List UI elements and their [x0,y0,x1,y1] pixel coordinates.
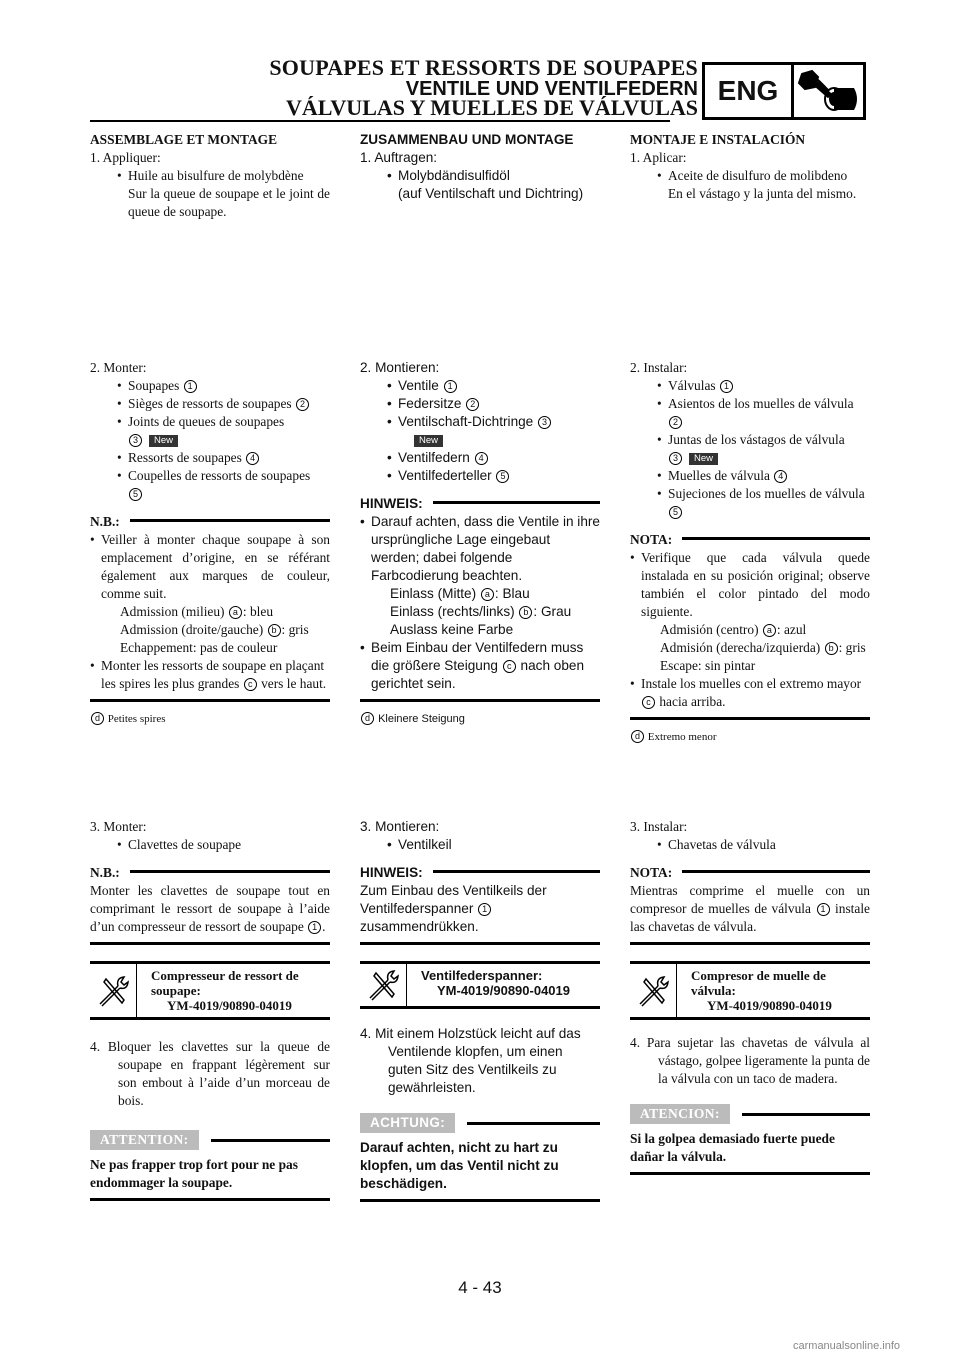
page-title-de: VENTILE UND VENTILFEDERN [405,78,698,100]
note-item: • Monter les ressorts de soupape en plaçant les spires les plus grandes c vers le haut. [90,657,330,693]
note-end-rule [630,717,870,720]
page-title-es: VÁLVULAS Y MUELLES DE VÁLVULAS [285,95,698,120]
list-item: • Válvulas 1 [630,377,870,395]
column-french-keepers [90,818,330,1201]
list-item: • Ventilkeil [360,836,600,854]
language-label: ENG [705,65,794,117]
special-tool-box [360,961,600,1009]
tool-number: YM-4019/90890-04019 [707,998,832,1013]
column-spanish-install [630,359,870,746]
list-item: • Ventilfederteller 5 [360,467,600,485]
special-tool-box [90,961,330,1020]
list-item: • Ressorts de soupapes 4 [90,449,330,467]
list-item-detail: (auf Ventilschaft und Dichtring) [398,186,584,201]
page-title-fr: SOUPAPES ET RESSORTS DE SOUPAPES [269,55,698,80]
list-item: • Chavetas de válvula [630,836,870,854]
figure-legend: d Petites spires [90,710,330,728]
column-german-keepers [360,818,600,1202]
note-end-rule [90,699,330,702]
color-code: Auslass keine Farbe [390,622,514,637]
wrench-icon [360,964,407,1006]
color-code: Einlass (Mitte) a : Blau [390,586,530,601]
note-header: N.B.: [90,513,330,531]
step-3: 3. Montieren: [360,819,440,834]
wrench-icon [630,964,677,1017]
list-item: • Juntas de los vástagos de válvula 3 New [630,431,870,467]
figure-legend: d Kleinere Steigung [360,710,600,728]
caution-header: ATTENTION: [90,1130,330,1150]
color-code: Echappement: pas de couleur [120,640,278,655]
step-1: 1. Auftragen: [360,150,438,165]
list-item: • Ventilfedern 4 [360,449,600,467]
note-header: NOTA: [630,531,870,549]
note-header: NOTA: [630,864,870,882]
note-header: HINWEIS: [360,495,600,513]
caution-header: ACHTUNG: [360,1113,600,1133]
new-badge: New [414,435,443,447]
list-item: • Asientos de los muelles de válvula 2 [630,395,870,431]
step-1: 1. Aplicar: [630,150,687,165]
list-item: • Muelles de válvula 4 [630,467,870,485]
list-item: • Federsitze 2 [360,395,600,413]
list-item: • Huile au bisulfure de molybdène [90,167,330,185]
tool-number: YM-4019/90890-04019 [167,998,292,1013]
section-title: ASSEMBLAGE ET MONTAGE [90,132,278,147]
list-item: • Molybdändisulfidöl [360,167,600,185]
tool-name: Compresseur de ressort de soupape: [151,968,299,998]
section-title: ZUSAMMENBAU UND MONTAGE [360,132,574,147]
list-item: • Coupelles de ressorts de soupapes 5 [90,467,330,503]
wrench-icon [90,964,137,1017]
column-french-install [90,359,330,728]
list-item: • Sièges de ressorts de soupapes 2 [90,395,330,413]
note-text: Mientras comprime el muelle con un compresor de muelles de válvula 1 instale las chavetas de válvula. [630,883,870,934]
caution-end-rule [90,1198,330,1201]
note-header: N.B.: [90,864,330,882]
color-code: Admisión (derecha/izquierda) b : gris [660,640,866,655]
step-4: 4. Mit einem Holzstück leicht auf das Ventilende klopfen, um einen guten Sitz des Ventilkeils zu gewährleisten. [360,1026,581,1095]
caution-end-rule [630,1172,870,1175]
note-end-rule [90,942,330,945]
note-header: HINWEIS: [360,864,600,882]
note-item: • Darauf achten, dass die Ventile in ihre ursprüngliche Lage eingebaut werden; dabei folgende Farbcodierung beachten. [360,513,600,585]
list-item-detail: Sur la queue de soupape et le joint de queue de soupape. [128,186,330,219]
tool-name: Compresor de muelle de válvula: [691,968,826,998]
figure-legend: d Extremo menor [630,728,870,746]
language-badge [702,62,866,120]
header-rule [90,120,670,122]
note-end-rule [360,699,600,702]
step-3: 3. Instalar: [630,819,688,834]
list-item: • Joints de queues de soupapes 3 New [90,413,330,449]
tool-number: YM-4019/90890-04019 [437,983,570,998]
caution-text: Si la golpea demasiado fuerte puede dañar la válvula. [630,1131,835,1164]
special-tool-box [630,961,870,1020]
list-item: • Ventile 1 [360,377,600,395]
step-4: 4. Bloquer les clavettes sur la queue de soupape en frappant légèrement sur son embout à l’aide d’un morceau de bois. [90,1039,330,1108]
color-code: Admission (milieu) a : bleu [120,604,274,619]
column-french [90,131,330,221]
caution-end-rule [360,1199,600,1202]
list-item-detail: En el vástago y la junta del mismo. [668,186,857,201]
note-item: • Beim Einbau der Ventilfedern muss die größere Steigung c nach oben gerichtet sein. [360,639,600,693]
note-item: • Instale los muelles con el extremo mayor c hacia arriba. [630,675,870,711]
note-text: Monter les clavettes de soupape tout en comprimant le ressort de soupape à l’aide d’un compresseur de ressort de soupape 1 . [90,883,330,934]
column-spanish [630,131,870,203]
step-2: 2. Monter: [90,360,147,375]
caution-header: ATENCION: [630,1104,870,1124]
caution-text: Ne pas frapper trop fort pour ne pas endommager la soupape. [90,1157,298,1190]
tool-name: Ventilfederspanner: [421,968,543,983]
color-code: Admission (droite/gauche) b : gris [120,622,309,637]
list-item: • Soupapes 1 [90,377,330,395]
caution-text: Darauf achten, nicht zu hart zu klopfen, um das Ventil nicht zu beschädigen. [360,1140,559,1191]
list-item: • Clavettes de soupape [90,836,330,854]
column-spanish-keepers [630,818,870,1175]
color-code: Escape: sin pintar [660,658,756,673]
list-item: • Ventilschaft-Dichtringe 3 New [360,413,600,449]
page-number: 4 - 43 [458,1278,502,1297]
step-2: 2. Instalar: [630,360,688,375]
step-1: 1. Appliquer: [90,150,161,165]
step-3: 3. Monter: [90,819,147,834]
new-badge: New [149,435,178,447]
note-text: Zum Einbau des Ventilkeils der Ventilfederspanner 1 zusammendrükken. [360,883,547,934]
engine-bolt-icon [794,65,863,117]
step-2: 2. Montieren: [360,360,440,375]
color-code: Einlass (rechts/links) b : Grau [390,604,572,619]
column-german [360,131,600,203]
note-item: • Veiller à monter chaque soupape à son emplacement d’origine, en se référant également aux marques de couleur, comme suit. [90,531,330,603]
step-4: 4. Para sujetar las chavetas de válvula al vástago, golpee ligeramente la punta de la válvula con un taco de madera. [630,1035,870,1086]
note-end-rule [360,942,600,945]
watermark: carmanualsonline.info [793,1340,901,1352]
list-item: • Aceite de disulfuro de molibdeno [630,167,870,185]
list-item: • Sujeciones de los muelles de válvula 5 [630,485,870,521]
column-german-install [360,359,600,728]
section-title: MONTAJE E INSTALACIÓN [630,132,806,147]
note-end-rule [630,942,870,945]
color-code: Admisión (centro) a : azul [660,622,807,637]
note-item: • Verifique que cada válvula quede instalada en su posición original; observe también el color pintado del modo siguiente. [630,549,870,621]
new-badge: New [689,453,718,465]
